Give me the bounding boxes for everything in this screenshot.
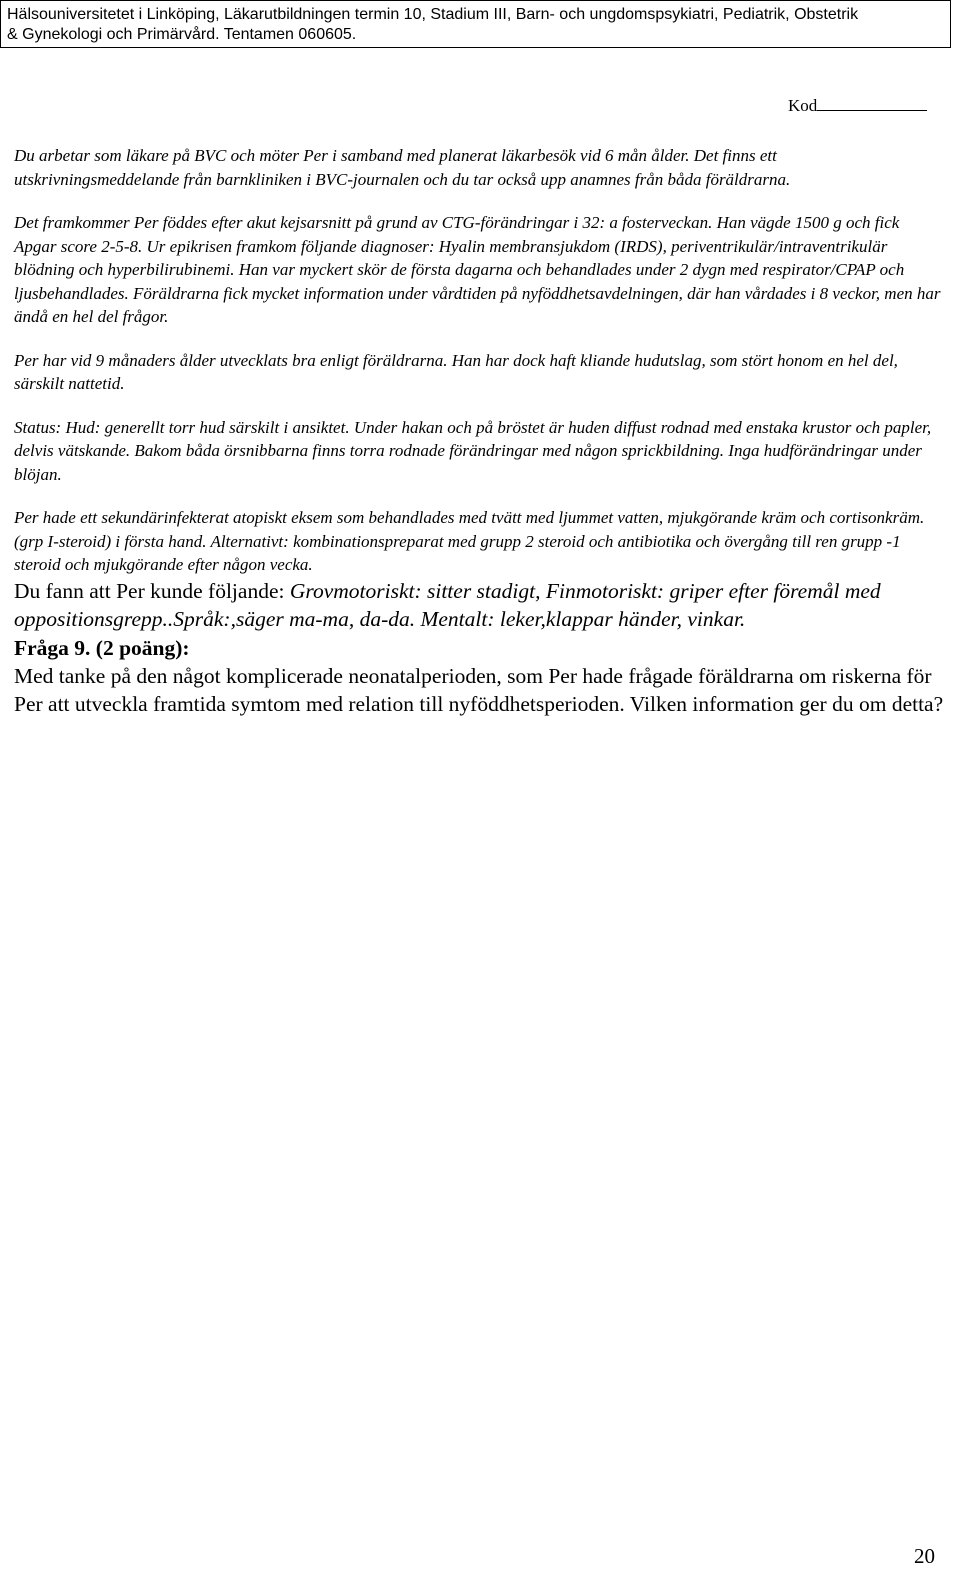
exam-header xyxy=(0,0,951,48)
exam-content xyxy=(14,144,944,719)
case-intro: Du arbetar som läkare på BVC och möter Per i samband med planerat läkarbesök vid 6 mån ålder. Det finns ett utskrivningsmeddelande från barnkliniken i BVC-journalen och du tar också upp anamnes från båda föräldrarna. xyxy=(14,146,791,189)
header-line-1: Hälsouniversitetet i Linköping, Läkarutbildningen termin 10, Stadium III, Barn- och ungdomspsykiatri, Pediatrik, Obstetrik xyxy=(7,6,859,23)
case-status: Status: Hud: generellt torr hud särskilt i ansiktet. Under hakan och på bröstet är huden diffust rodnad med enstaka krustor och papler, delvis vätskande. Bakom båda örsnibbarna finns torra rodnade förändringar med någon sprickbildning. Inga hudförändringar under blöjan. xyxy=(14,417,932,484)
kod-field xyxy=(788,94,927,116)
case-nine-months: Per har vid 9 månaders ålder utvecklats bra enligt föräldrarna. Han har dock haft kliande hudutslag, som stört honom en hel del, särskilt nattetid. xyxy=(14,350,898,393)
question-text: Med tanke på den något komplicerade neonatalperioden, som Per hade frågade föräldrarna om riskerna för Per att utveckla framtida symtom med relation till nyföddhetsperioden. Vilken information ger du om detta? xyxy=(14,663,944,716)
findings-paragraph xyxy=(14,577,944,634)
case-treatment: Per hade ett sekundärinfekterat atopiskt eksem som behandlades med tvätt med ljummet vatten, mjukgörande kräm och cortisonkräm. (grp I-steroid) i första hand. Alternativt: kombinationspreparat med grupp 2 steroid och antibiotika och övergång till ren grupp -1 steroid och mjukgörande efter någon vecka. xyxy=(14,508,925,574)
findings-lead: Du fann att Per kunde följande: xyxy=(14,578,290,603)
kod-label: Kod xyxy=(788,96,818,115)
page-number: 20 xyxy=(914,1544,935,1568)
header-line-2: & Gynekologi och Primärvård. Tentamen 060605. xyxy=(7,26,357,43)
question-title: Fråga 9. (2 poäng): xyxy=(14,635,190,660)
kod-blank-line xyxy=(817,94,927,111)
findings-details: Grovmotoriskt: sitter stadigt, Finmotoriskt: griper efter föremål med oppositionsgrepp..Språk:,säger ma-ma, da-da. Mentalt: leker,klappar händer, vinkar. xyxy=(14,578,881,631)
case-history: Det framkommer Per föddes efter akut kejsarsnitt på grund av CTG-förändringar i 32: a fosterveckan. Han vägde 1500 g och fick Apgar score 2-5-8. Ur epikrisen framkom följande diagnoser: Hyalin membransjukdom (IRDS), periventrikulär/intraventrikulär blödning och hyperbilirubinemi. Han var myckert skör de första dagarna och behandlades under 2 dygn med respirator/CPAP och ljusbehandlades. Föräldrarna fick mycket information under vårdtiden på nyföddhetsavdelningen, där han vårdades i 8 veckor, men har ändå en hel del frågor. xyxy=(14,213,941,326)
